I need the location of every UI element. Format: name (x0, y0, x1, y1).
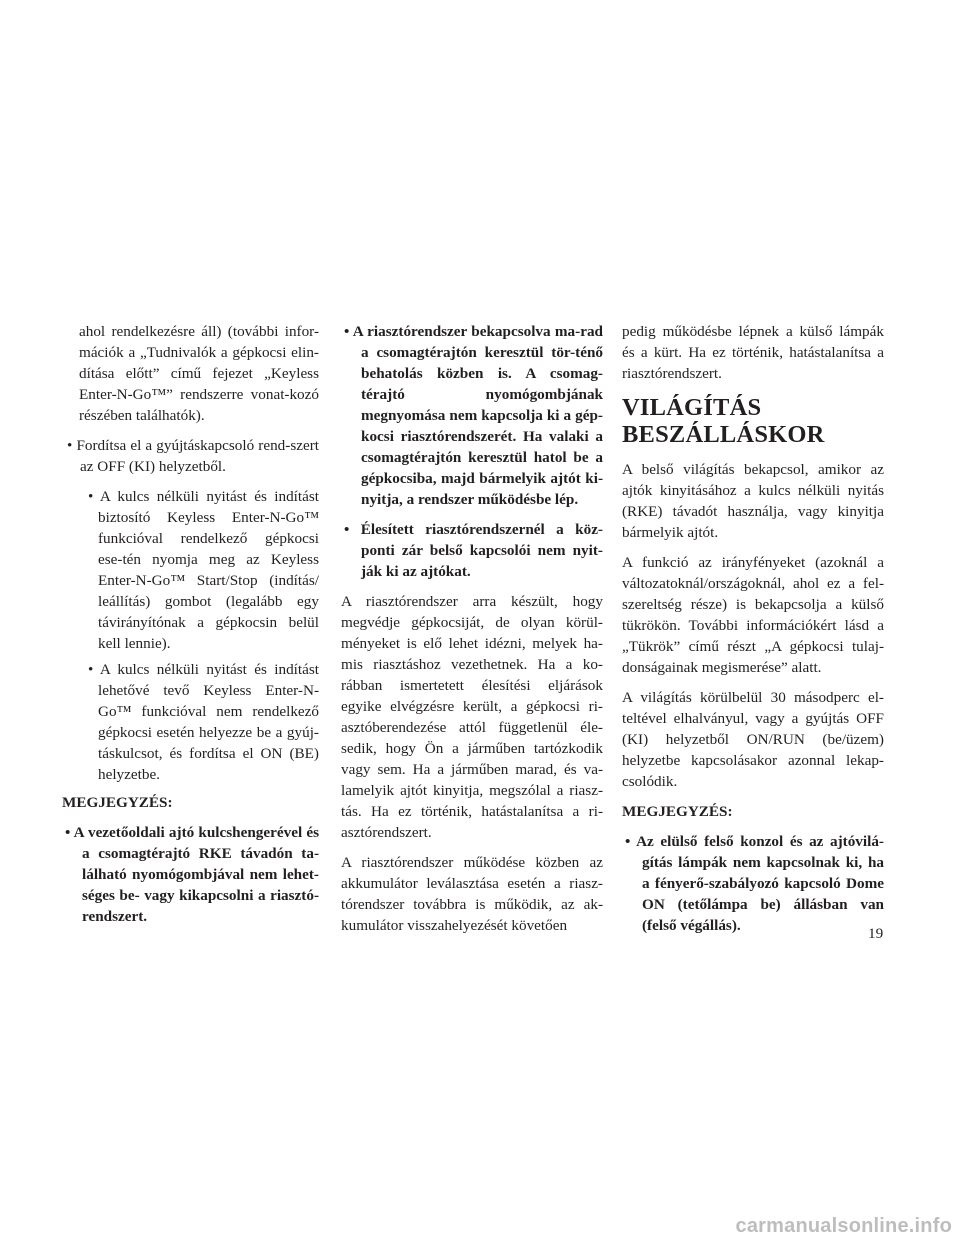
note-heading: MEGJEGYZÉS: (62, 794, 173, 811)
bullet-item: • Fordítsa el a gyújtáskapcsoló rend-szert az OFF (KI) helyzetből. (67, 437, 319, 475)
bold-bullet-item: • A riasztórendszer bekapcsolva ma-rad a csomagtérajtón keresztül tör-ténő behatolás közben is. A csomag-térajtó nyomógombjának megnyomása nem kapcsolja ki a gép-kocsi riasztórendszerét. Ha valaki a csomagtérajtón keresztül hatol be a gépkocsiba, majd bármelyik ajtót ki-nyitja, a rendszer működésbe lép. (344, 323, 603, 508)
sub-bullet-item: • A kulcs nélküli nyitást és indítást lehetővé tevő Keyless Enter-N-Go™ funkcióval nem rendelkező gépkocsi esetén helyezze be a gyúj-táskulcsot, és fordítsa el ON (BE) helyzetbe. (88, 661, 319, 783)
column-1 (62, 321, 319, 936)
continued-paragraph: ahol rendelkezésre áll) (további infor-mációk a „Tudnivalók a gépkocsi elin-dítása előtt” című fejezet „Keyless Enter-N-Go™” rendszerre vonat-kozó részében találhatók). (79, 323, 319, 424)
body-paragraph: A funkció az irányfényeket (azoknál a változatoknál/országoknál, ahol ez a fel-szereltség része) is bekapcsolja a külső tükrökön. További információkért lásd a „Tükrök” című részt „A gépkocsi tulaj-donságainak megismerése” alatt. (622, 554, 884, 676)
body-paragraph: A riasztórendszer működése közben az akkumulátor leválasztása esetén a riasz-tórendszer továbbra is működik, az ak-kumulátor visszahelyezését követően (341, 854, 603, 934)
body-paragraph: A riasztórendszer arra készült, hogy megvédje gépkocsiját, de olyan körül-ményeket is elő lehet idézni, melyek ha-mis riasztáshoz vezethetnek. Ha a ko-rábban ismertetett élesítési eljárások egyike elvégzésre került, a gépkocsi ri-asztóberendezése attól függetlenül éle-sedik, hogy Ön a járműben tartózkodik vagy sem. Ha a járműben marad, és va-lamelyik ajtót kinyitja, megszólal a riasz-tás. Ha ez történik, hatástalanítsa a ri-asztórendszert. (341, 593, 603, 841)
note-bullet: • A vezetőoldali ajtó kulcshengerével és a csomagtérajtó RKE távadón ta-lálható nyomógombjával nem lehet-séges be- vagy kikapcsolni a riasztó-rendszert. (65, 824, 319, 925)
column-3 (622, 321, 884, 945)
watermark: carmanualsonline.info (735, 1215, 952, 1237)
body-paragraph: A világítás körülbelül 30 másodperc el-teltével elhalványul, vagy a gyújtás OFF (KI) helyzetből ON/RUN (be/üzem) helyzetbe kapcsolásakor azonnal lekap-csolódik. (622, 689, 884, 790)
heading-line-2: BESZÁLLÁSKOR (622, 421, 825, 448)
bold-bullet-item: • Élesített riasztórendszernél a köz-ponti zár belső kapcsolói nem nyit-ják ki az ajtókat. (344, 521, 603, 580)
continued-paragraph: pedig működésbe lépnek a külső lámpák és a kürt. Ha ez történik, hatástalanítsa a riasztórendszert. (622, 323, 884, 382)
note-bullet: • Az elülső felső konzol és az ajtóvilá-gítás lámpák nem kapcsolnak ki, ha a fényerő-szabályozó kapcsoló Dome ON (tetőlámpa be) állásban van (felső végállás). (625, 833, 884, 934)
body-paragraph: A belső világítás bekapcsol, amikor az ajtók kinyitásához a kulcs nélküli nyitás (RKE) távadót használja, vagy kinyitja bármelyik ajtót. (622, 461, 884, 541)
note-heading: MEGJEGYZÉS: (622, 803, 733, 820)
section-heading (622, 394, 884, 448)
sub-bullet-item: • A kulcs nélküli nyitást és indítást biztosító Keyless Enter-N-Go™ funkcióval rendelkező gépkocsi ese-tén nyomja meg az Keyless Enter-N-Go™ Start/Stop (indítás/ leállítás) gombot (legalább egy távirányítónak a gépkocsin belül kell lennie). (88, 488, 319, 652)
column-2 (341, 321, 603, 945)
heading-line-1: VILÁGÍTÁS (622, 394, 762, 421)
page-number: 19 (868, 925, 884, 942)
